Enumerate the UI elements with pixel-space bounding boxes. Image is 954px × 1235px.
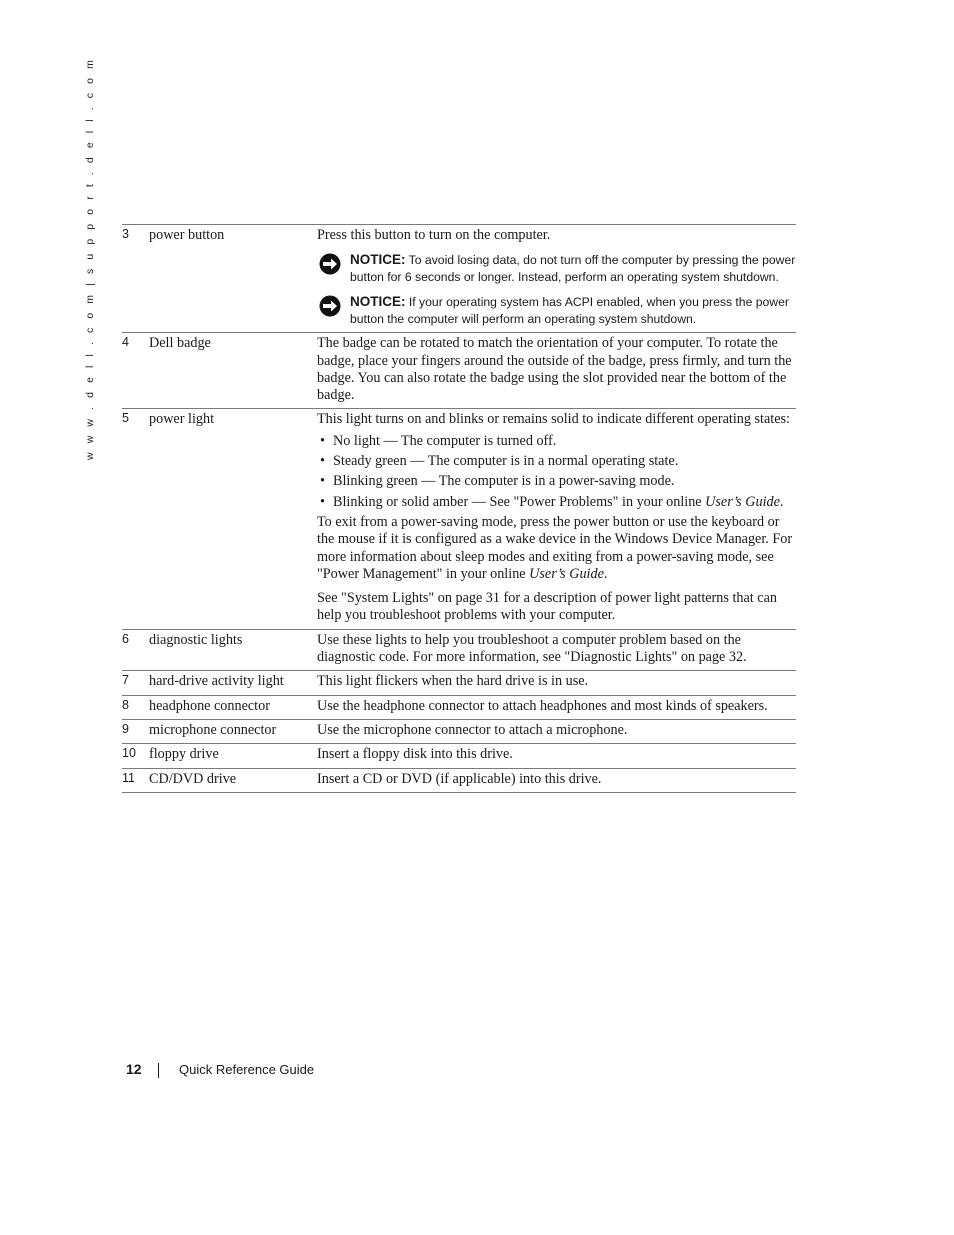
component-name: diagnostic lights (149, 631, 243, 648)
row-number: 8 (122, 697, 129, 712)
component-name: headphone connector (149, 697, 270, 714)
footer-divider (158, 1063, 159, 1078)
list-item-text: No light — The computer is turned off. (333, 432, 557, 449)
notice-icon (319, 253, 341, 275)
row-number: 3 (122, 227, 129, 241)
component-description: Use these lights to help you troubleshoot a computer problem based on the diagnostic code. For more information, see "Diagnostic Lights" on page 32. (317, 631, 747, 666)
table-row (122, 695, 796, 719)
state-list (317, 433, 796, 511)
component-name: power light (149, 411, 215, 428)
description-text: See "System Lights" on page 31 for a description of power light patterns that can help you troubleshoot problems with your computer. (317, 590, 777, 624)
component-name: hard-drive activity light (149, 673, 284, 690)
paragraph-text: To exit from a power-saving mode, press the power button or use the keyboard or the mouse if it is configured as a wake device in the Windows Device Manager. For more information about sleep modes and exiting from a power-saving mode, see "Power Management" in your online (317, 513, 793, 582)
notice-text: To avoid losing data, do not turn off the computer by pressing the power button for 6 seconds or longer. Instead, perform an operating system shutdown. (350, 253, 796, 285)
component-name: CD/DVD drive (149, 770, 237, 787)
row-number: 11 (122, 770, 135, 785)
row-number: 5 (122, 411, 129, 426)
row-number: 9 (122, 721, 129, 736)
guide-reference: User’s Guide (529, 565, 604, 582)
notice (317, 251, 796, 286)
bullet-icon: • (320, 473, 325, 490)
component-table (122, 224, 796, 793)
paragraph-end: . (603, 565, 608, 582)
table-row (122, 671, 796, 695)
component-description: This light flickers when the hard drive is in use. (317, 673, 589, 690)
table-row (122, 719, 796, 743)
list-item (317, 473, 796, 490)
description-text: Press this button to turn on the computer. (317, 227, 551, 243)
row-number: 7 (122, 673, 129, 688)
list-item-text: Blinking green — The computer is in a power-saving mode. (333, 473, 675, 490)
row-number: 4 (122, 335, 129, 350)
notice-icon (319, 295, 341, 317)
table-row (122, 629, 796, 671)
list-item-text: Blinking or solid amber — See "Power Problems" in your online (333, 493, 706, 510)
table-row (122, 333, 796, 409)
list-item (317, 433, 796, 450)
component-name: power button (149, 227, 225, 243)
description-text: This light turns on and blinks or remains solid to indicate different operating states: (317, 411, 790, 428)
table-row (122, 225, 796, 333)
notice (317, 293, 796, 328)
table-row (122, 768, 796, 792)
description-text (317, 514, 796, 583)
notice-label: NOTICE: (350, 294, 406, 310)
component-description (317, 225, 796, 333)
component-description: The badge can be rotated to match the orientation of your computer. To rotate the badge, place your fingers around the outside of the badge, press firmly, and turn the badge. You can also rotate the badge using the slot provided near the bottom of the badge. (317, 335, 792, 404)
component-name: Dell badge (149, 335, 211, 352)
component-description: Insert a CD or DVD (if applicable) into this drive. (317, 770, 602, 787)
row-number: 6 (122, 631, 129, 646)
notice-text: If your operating system has ACPI enabled, when you press the power button the computer will perform an operating system shutdown. (350, 295, 789, 327)
side-url: w w w . d e l l . c o m | s u p p o r t . d e l l . c o m (84, 57, 96, 460)
guide-reference: User’s Guide (705, 493, 780, 510)
component-name: floppy drive (149, 746, 219, 763)
row-number: 10 (122, 746, 136, 761)
page-number: 12 (126, 1061, 142, 1077)
list-item (317, 453, 796, 470)
list-item-text: Steady green — The computer is in a normal operating state. (333, 453, 679, 470)
list-item-end: . (779, 493, 784, 510)
table-row (122, 744, 796, 768)
list-item (317, 494, 796, 511)
component-name: microphone connector (149, 721, 277, 738)
component-description: Use the headphone connector to attach headphones and most kinds of speakers. (317, 697, 768, 714)
table-row (122, 409, 796, 629)
bullet-icon: • (320, 453, 325, 470)
component-description (317, 409, 796, 629)
component-description: Insert a floppy disk into this drive. (317, 746, 513, 763)
notice-label: NOTICE: (350, 252, 406, 268)
guide-title: Quick Reference Guide (179, 1062, 315, 1077)
bullet-icon: • (320, 432, 325, 449)
bullet-icon: • (320, 493, 325, 510)
component-description: Use the microphone connector to attach a microphone. (317, 721, 628, 738)
